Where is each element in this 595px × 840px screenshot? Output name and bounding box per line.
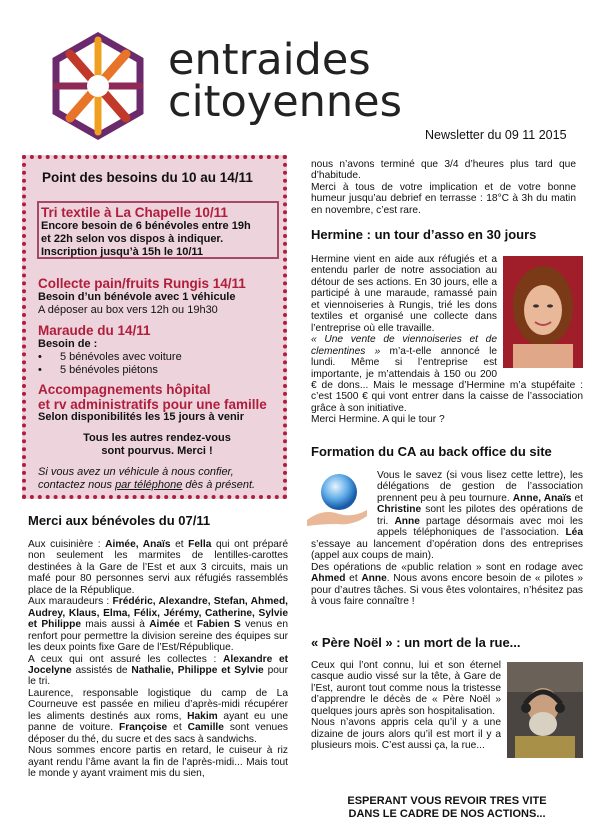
merci-body bbox=[28, 539, 288, 780]
text: partage désormais avec moi les appels téléphoniques de l’association. bbox=[377, 515, 583, 539]
text: sont venues déposer du thé, du sucre et des sacs à sandwichs. bbox=[28, 722, 288, 745]
formation-body bbox=[311, 470, 583, 607]
vehicle-pre: contactez nous bbox=[38, 478, 116, 491]
merci-p5: Nous sommes encore partis en retard, le cuiseur à riz ayant rendu l’âme avant la fin de l’après-midi... Mais tout le monde y ayant vraiment mis du sien, bbox=[28, 745, 288, 780]
vehicle-line1: Si vous avez un véhicule à nous confier, bbox=[38, 466, 234, 478]
merci-p1 bbox=[28, 539, 288, 596]
closing-line1: ESPERANT VOUS REVOIR TRES VITE bbox=[347, 795, 547, 807]
right-top-p2: Merci à tous de votre implication et de votre bonne humeur jusqu’au debrief en terrasse : 18°C à 3h du matin en novembre, c’est rare. bbox=[311, 181, 576, 216]
text: A ceux qui ont assuré les collectes : bbox=[28, 653, 223, 665]
formation-p2 bbox=[311, 562, 583, 608]
text: Laurence, responsable logistique du camp de La Courneuve est passée en milieu d’après-midi récupérer les aliments destinés aux roms, bbox=[28, 687, 288, 722]
collecte-detail: A déposer au box vers 12h ou 19h30 bbox=[38, 304, 218, 316]
names: Aimée bbox=[149, 619, 180, 631]
text: Des opérations de «public relation » sont en rodage avec bbox=[311, 561, 583, 573]
hermine-p1: Hermine vient en aide aux réfugiés et a entendu parler de notre association au détour de ses actions. En 30 jours, elle a participé à une maraude, ramassé pain et viennoiseries à Rungis, trié les dons textiles et organisé une collecte dans l’entreprise où elle travaille. bbox=[311, 254, 497, 334]
names: Christine bbox=[377, 504, 422, 516]
merci-title: Merci aux bénévoles du 07/11 bbox=[28, 513, 211, 528]
text: et bbox=[345, 573, 362, 585]
hermine-p3: Merci Hermine. A qui le tour ? bbox=[311, 414, 445, 426]
right-top-p1: nous n’avons terminé que 3/4 d’heures plus tard que d’habitude. bbox=[311, 159, 576, 182]
pere-p2: Nous n’avons appris cela qu’il y a une dizaine de jours alors qu’il est mort il y a plusieurs mois. C’est aussi ça, la rue... bbox=[311, 717, 501, 752]
pere-p1: Ceux qui l’ont connu, lui et son éternel casque audio vissé sur la tête, à Gare de l’Est, auront tout comme nous la tristesse d’apprendre le décès de « Père Noël » quelques jours après son hospitalisation. bbox=[311, 660, 501, 717]
names: Léa bbox=[565, 527, 583, 539]
names: Anne bbox=[361, 573, 387, 585]
maraude-title: Maraude du 14/11 bbox=[38, 323, 151, 338]
entraides-logo bbox=[40, 28, 156, 144]
maraude-list bbox=[38, 351, 182, 376]
globe-hand-icon bbox=[303, 470, 371, 528]
hermine-body bbox=[311, 254, 583, 426]
text: Aux cuisinière : bbox=[28, 539, 106, 550]
hermine-title: Hermine : un tour d’asso en 30 jours bbox=[311, 227, 537, 242]
brand-line2: citoyennes bbox=[168, 77, 403, 127]
accomp-title bbox=[38, 382, 283, 412]
accomp-title-line1: Accompagnements hôpital bbox=[38, 382, 211, 397]
pere-body bbox=[311, 660, 583, 760]
textile-line1: Encore besoin de 6 bénévoles entre 19h bbox=[41, 220, 251, 232]
vehicle-line2 bbox=[38, 479, 280, 492]
maraude-need: Besoin de : bbox=[38, 338, 98, 350]
text: pour le tri. bbox=[28, 664, 288, 688]
text: s’essaye au lancement d’opération dons des entreprises (appel aux coups de main). bbox=[311, 538, 583, 562]
rdv-text bbox=[36, 432, 278, 458]
brand-line1: entraides bbox=[168, 35, 371, 85]
text: m’a-t-elle annoncé le lundi. Même si l’entreprise est importante, je m’attendais à 150 ou 200 € de dons... Mais le message d’Hermine m’a stupéfaite : c’est 1500 € qui vont entrer dans la caisse de l’association grâce à son initiative. bbox=[311, 345, 583, 414]
text: et bbox=[170, 539, 189, 550]
needs-title: Point des besoins du 10 au 14/11 bbox=[42, 170, 253, 185]
hermine-photo bbox=[503, 256, 583, 368]
merci-p2 bbox=[28, 596, 288, 653]
names: Fabien S bbox=[196, 619, 241, 631]
formation-title: Formation du CA au back office du site bbox=[311, 444, 552, 459]
text: venus en renfort pour permettre la division sereine des équipes sur les deux points fixe Gare de l’Est/République. bbox=[28, 619, 288, 654]
textile-text bbox=[41, 220, 277, 259]
rdv-line2: sont pourvus. Merci ! bbox=[101, 445, 213, 457]
names: Camille bbox=[187, 722, 224, 734]
names: Anne bbox=[394, 515, 420, 527]
textile-line3: Inscription jusqu’à 15h le 10/11 bbox=[41, 246, 204, 258]
right-top-text bbox=[311, 159, 576, 216]
closing-line2: DANS LE CADRE DE NOS ACTIONS... bbox=[348, 808, 546, 820]
names: Frédéric, Alexandre, Stefan, Ahmed, Audrey, Klaus, Elma, Félix, Jérémy, Catherine, Sylvie et Philippe bbox=[28, 596, 288, 631]
pere-title: « Père Noël » : un mort de la rue... bbox=[311, 635, 521, 650]
text: qui ont préparé non seulement les marmites de lentilles-carottes destinées à la Gare de l’Est et aux 3 circuits, mais un mafé pour 80 personnes servi aux réfugiés rassemblés place de la République. bbox=[28, 539, 288, 596]
names: Ahmed bbox=[311, 573, 346, 585]
names: Hakim bbox=[187, 710, 218, 722]
text: Vous le savez (si vous lisez cette lettre), les délégations de gestion de l’association prennent peu à peu tournure. bbox=[377, 470, 583, 504]
names: Anne, Anaïs bbox=[512, 492, 572, 504]
newsletter-date: Newsletter du 09 11 2015 bbox=[425, 128, 567, 142]
quote: « Une vente de viennoiseries et de clementines » bbox=[311, 334, 497, 357]
closing-message bbox=[311, 795, 583, 821]
text: Aux maraudeurs : bbox=[28, 596, 113, 608]
text: sont les pilotes des opérations de tri. bbox=[377, 504, 583, 527]
text: et bbox=[571, 492, 583, 504]
text: et bbox=[167, 722, 188, 734]
phone-link[interactable]: par téléphone bbox=[115, 478, 183, 491]
textile-title: Tri textile à La Chapelle 10/11 bbox=[41, 205, 228, 220]
list-item: • 5 bénévoles avec voiture bbox=[38, 351, 182, 363]
text: mais aussi à bbox=[81, 619, 150, 631]
text: ayant eu une panne de voiture. bbox=[28, 710, 288, 734]
accomp-title-line2: et rv administratifs pour une famille bbox=[38, 397, 267, 412]
list-item: • 5 bénévoles piétons bbox=[38, 363, 158, 376]
names: Nathalie, Philippe et Sylvie bbox=[131, 664, 264, 676]
names: Alexandre et Jocelyne bbox=[28, 653, 288, 676]
text: assistés de bbox=[71, 664, 132, 676]
vehicle-post: dès à présent. bbox=[182, 478, 256, 491]
maraude-item: 5 bénévoles avec voiture bbox=[60, 351, 182, 363]
collecte-need: Besoin d’un bénévole avec 1 véhicule bbox=[38, 291, 236, 303]
text: et bbox=[179, 619, 197, 631]
pere-noel-photo bbox=[507, 662, 583, 758]
maraude-item: 5 bénévoles piétons bbox=[60, 363, 158, 376]
text: . Nous avons encore besoin de « pilotes » pour d’autres tâches. Si vous êtes volontaires, n’hésitez pas à vous faire connaître ! bbox=[311, 573, 583, 607]
names: Aimée, Anaïs bbox=[105, 539, 171, 550]
textile-line2: et 22h selon vos dispos à indiquer. bbox=[41, 233, 224, 245]
merci-p4 bbox=[28, 688, 288, 745]
vehicle-text bbox=[38, 466, 280, 491]
accomp-text: Selon disponibilités les 15 jours à venir bbox=[38, 411, 245, 423]
names: Françoise bbox=[119, 722, 168, 734]
merci-p3 bbox=[28, 654, 288, 688]
rdv-line1: Tous les autres rendez-vous bbox=[83, 432, 231, 444]
names: Fella bbox=[188, 539, 212, 550]
collecte-title: Collecte pain/fruits Rungis 14/11 bbox=[38, 276, 246, 291]
